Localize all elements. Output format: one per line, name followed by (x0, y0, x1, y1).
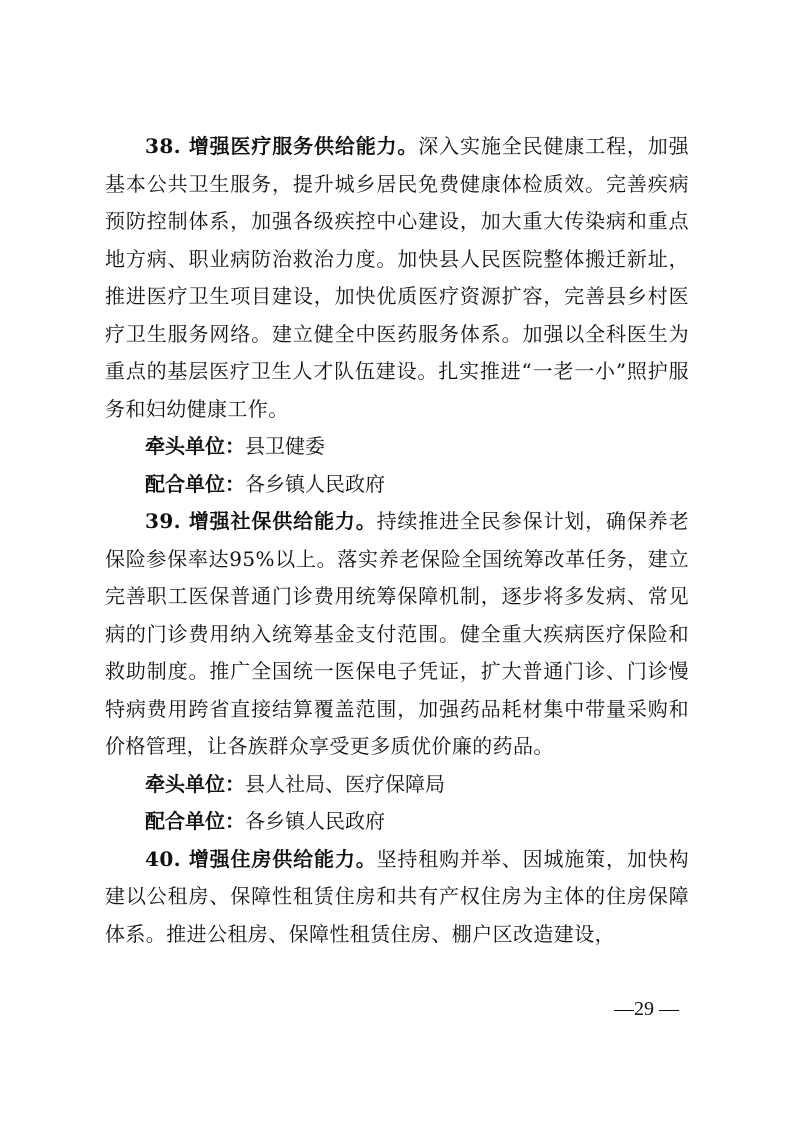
lead-unit-label: 牵头单位： (145, 771, 245, 796)
page-number: —29 — (614, 998, 679, 1020)
section-39-heading: 39. 增强社保供给能力。 (145, 509, 377, 533)
section-38-paragraph (105, 128, 689, 428)
section-38-lead-unit (105, 428, 689, 466)
document-body (105, 128, 689, 953)
lead-unit-value: 县人社局、医疗保障局 (245, 771, 445, 796)
section-39-body: 持续推进全民参保计划，确保养老保险参保率达95%以上。落实养老保险全国统筹改革任务，建立完善职工医保普通门诊费用统筹保障机制，逐步将多发病、常见病的门诊费用纳入统筹基金支付范围。健全重大疾病医疗保险和救助制度。推广全国统一医保电子凭证，扩大普通门诊、门诊慢特病费用跨省直接结算覆盖范围，加强药品耗材集中带量采购和价格管理，让各族群众享受更多质优价廉的药品。 (105, 509, 689, 758)
section-40-paragraph (105, 841, 689, 954)
coop-unit-value: 各乡镇人民政府 (245, 471, 385, 496)
section-39-paragraph (105, 503, 689, 766)
section-39-coop-unit (105, 803, 689, 841)
section-40-body: 坚持租购并举、因城施策，加快构建以公租房、保障性租赁住房和共有产权住房为主体的住房保障体系。推进公租房、保障性租赁住房、棚户区改造建设， (105, 846, 689, 946)
section-38-body: 深入实施全民健康工程，加强基本公共卫生服务，提升城乡居民免费健康体检质效。完善疾病预防控制体系，加强各级疾控中心建设，加大重大传染病和重点地方病、职业病防治救治力度。加快县人民医院整体搬迁新址，推进医疗卫生项目建设，加快优质医疗资源扩容，完善县乡村医疗卫生服务网络。建立健全中医药服务体系。加强以全科医生为重点的基层医疗卫生人才队伍建设。扎实推进“一老一小”照护服务和妇幼健康工作。 (105, 134, 689, 421)
coop-unit-label: 配合单位： (145, 471, 245, 496)
lead-unit-label: 牵头单位： (145, 434, 245, 458)
lead-unit-value: 县卫健委 (245, 434, 325, 458)
section-38-coop-unit (105, 466, 689, 504)
section-40-heading: 40. 增强住房供给能力。 (145, 846, 377, 871)
coop-unit-label: 配合单位： (145, 809, 245, 833)
section-38-heading: 38. 增强医疗服务供给能力。 (145, 134, 419, 158)
section-39-lead-unit (105, 766, 689, 804)
coop-unit-value: 各乡镇人民政府 (245, 809, 385, 833)
